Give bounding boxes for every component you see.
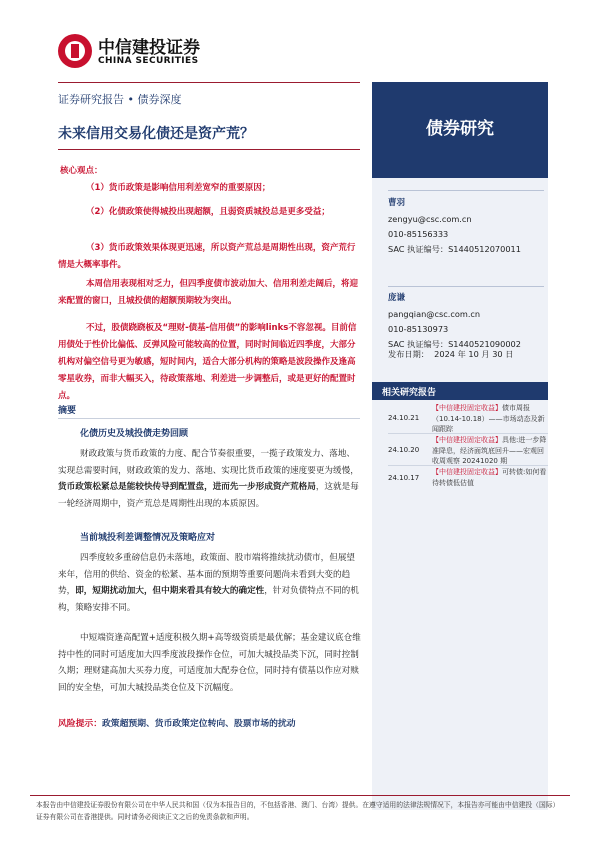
analyst-sac: SAC 执证编号：S1440521090002 [388, 339, 521, 349]
analyst-name: 庞谦 [388, 293, 406, 303]
title-divider [58, 149, 360, 150]
analyst-email[interactable]: zengyu@csc.com.cn [388, 214, 472, 224]
summary-heading: 摘要 [58, 406, 77, 416]
subheading-history: 化债历史及城投债走势回顾 [80, 429, 189, 439]
header-divider [58, 82, 360, 83]
analyst-phone: 010-85130973 [388, 324, 449, 334]
related-item-title: 具他:进一步降准降息，经济面筑底回升——宏观回收周观察 20241020 期 [432, 436, 547, 465]
core-point-4: 本周信用表现相对乏力，但四季度债市波动加大、信用利差走阔后，将迎来配置的窗口，且城投债的超额预期较为突出。 [58, 279, 359, 306]
paragraph-history-part-2: ，这就是每一轮经济周期中，资产荒总是周期性出现的本质原因。 [58, 482, 359, 509]
report-title: 未来信用交易化债还是资产荒？ [58, 126, 254, 142]
core-points-label: 核心观点： [60, 166, 103, 176]
footer-divider [30, 795, 570, 796]
related-divider [388, 465, 548, 466]
series-label: 证券研究报告 • 债券深度 [58, 93, 182, 106]
paragraph-strategy-emphasis: 即，短期扰动加大，但中期来看具有较大的确定性 [75, 586, 265, 596]
core-point-3: （3）货币政策效果体现更迅速，所以资产荒总是周期性出现，资产荒行情是大概率事件。 [58, 243, 356, 270]
analyst-divider [388, 286, 544, 287]
related-item[interactable] [388, 467, 548, 497]
related-item[interactable] [388, 435, 548, 465]
paragraph-strategy-part-1: 四季度较多重磅信息仍未落地，政策面、股市端将推续扰动债市，但展望来年，信用的供给、资金的松紧、基本面的预期等重要问题尚未看到大变的趋势， [58, 553, 356, 596]
analyst-sac: SAC 执证编号：S1440512070011 [388, 244, 521, 254]
related-item-text[interactable] [432, 403, 548, 435]
paragraph-history [58, 446, 363, 512]
footer-disclaimer: 本报告由中信建投证券股份有限公司在中华人民共和国（仅为本报告目的，不包括香港、澳门、台湾）提供。在遵守适用的法律法规情况下，本报告亦可能由中信建投（国际）证券有限公司在香港提供。同时请务必阅读正文之后的免责条款和声明。 [36, 801, 560, 821]
publish-date-value: 2024 年 10 月 30 日 [434, 349, 514, 359]
core-point-2: （2）化债政策使得城投出现超额，且弱资质城投总是更多受益； [86, 207, 330, 217]
core-point-5: 不过，股债跷跷板及“理财-债基-信用债”的影响links不容忽视。目前信用债处于性价比偏低、反弹风险可能较高的位置，同时时间临近四季度，大部分机构对偏空信号更为敏感，短时间内，适合大部分机构的策略是波段操作及逢高零星收券，而非大幅买入，待政策落地、利差进一步调整后，或是更好的配置时点。 [58, 323, 357, 401]
summary-divider [58, 418, 360, 419]
risk-label: 风险提示： [58, 719, 102, 729]
analyst-divider-top [388, 190, 544, 191]
risk-text: 政策超预期、货币政策定位转向、股票市场的扰动 [102, 719, 296, 729]
analyst-name: 曹羽 [388, 198, 406, 208]
related-item-tag: 【中信建投固定收益】 [432, 404, 502, 412]
subheading-strategy: 当前城投利差调整情况及策略应对 [80, 533, 216, 543]
publish-date-label: 发布日期： [388, 349, 429, 359]
paragraph-history-part-1: 财政政策与货币政策的力度、配合节奏很重要，一揽子政策发力、落地、实现总需要时间，财政政策的发力、落地、实现比货币政策的速度要更为缓慢， [58, 449, 359, 476]
related-divider [388, 433, 548, 434]
brand-name: 中信建投证券 [98, 38, 200, 58]
related-item-date: 24.10.21 [388, 414, 420, 422]
paragraph-strategy [58, 550, 363, 616]
related-item-title: 债市周报（10.14-10.18）——市场动态及新闻跟踪 [432, 404, 545, 433]
related-item-date: 24.10.20 [388, 446, 420, 454]
brand-logo-icon [58, 34, 92, 68]
publish-date [388, 349, 513, 360]
related-item-text[interactable] [432, 467, 548, 488]
paragraph-history-emphasis: 货币政策松紧总是能较快传导到配置盘，进而先一步形成资产荒格局 [58, 482, 316, 492]
core-point-1: （1）货币政策是影响信用利差宽窄的重要原因； [86, 183, 271, 193]
category-title: 债券研究 [426, 119, 494, 139]
paragraph-allocation: 中短端资逢高配置+适度积极久期+高等级资质是最优解；基金建议底仓维持中性的同时可适度加大四季度波段操作仓位，可加大城投品类下沉，同时控制久期；理财建高加大买券力度，可适度加大配券仓位，同时持有债基以作应对赎回的安全垫，可加大城投品类仓位及下沉幅度。 [58, 633, 361, 693]
risk-warning [58, 716, 363, 729]
related-item-tag: 【中信建投固定收益】 [432, 436, 502, 444]
related-item-tag: 【中信建投固定收益】 [432, 468, 502, 476]
related-item-date: 24.10.17 [388, 474, 420, 482]
related-item-text[interactable] [432, 435, 548, 467]
analyst-card-2 [388, 280, 544, 352]
brand-name-en: CHINA SECURITIES [98, 56, 199, 66]
analyst-card-1 [388, 196, 544, 257]
related-title: 相关研究报告 [382, 388, 437, 398]
analyst-phone: 010-85156333 [388, 229, 449, 239]
related-item-title: 可转债:如何看待转债低估值 [432, 468, 547, 487]
related-item[interactable] [388, 403, 548, 433]
paragraph-strategy-part-2: ，针对负债特点不同的机构，策略安排不同。 [58, 586, 359, 613]
analyst-email[interactable]: pangqian@csc.com.cn [388, 309, 481, 319]
